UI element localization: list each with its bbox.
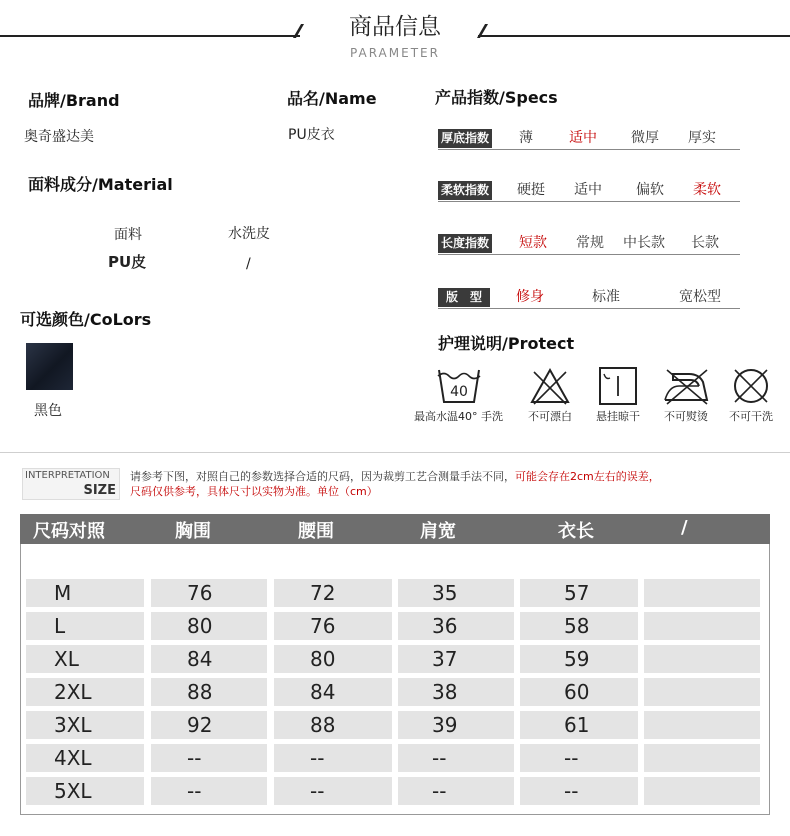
care-item-hang-dry xyxy=(583,366,653,424)
interpretation-label: INTERPRETATION xyxy=(25,470,110,481)
size-cell xyxy=(520,645,638,673)
spec-option: 宽松型 xyxy=(679,289,721,305)
size-cell-text: M xyxy=(54,581,72,605)
size-cell xyxy=(398,777,514,805)
size-cell xyxy=(151,579,267,607)
size-cell xyxy=(520,579,638,607)
color-swatch-black xyxy=(26,343,73,390)
no-bleach-icon xyxy=(528,366,572,406)
size-cell-text: 92 xyxy=(187,713,213,737)
no-dry-clean-icon xyxy=(729,366,773,406)
size-cell-text: L xyxy=(54,614,66,638)
size-cell-text: 57 xyxy=(564,581,590,605)
size-note-text: 请参考下图，对照自己的参数选择合适的尺码，因为裁剪工艺合测量手法不同， xyxy=(130,470,515,483)
size-cell-text: 80 xyxy=(310,647,336,671)
spec-tag: 版 型 xyxy=(438,288,490,307)
size-cell xyxy=(644,645,760,673)
size-cell xyxy=(151,744,267,772)
specs-label: 产品指数/Specs xyxy=(435,88,558,107)
size-cell xyxy=(520,612,638,640)
size-cell-text: 58 xyxy=(564,614,590,638)
size-cell-text: 80 xyxy=(187,614,213,638)
size-cell-text: -- xyxy=(432,779,447,803)
protect-label: 护理说明/Protect xyxy=(438,334,575,353)
size-cell-text: 35 xyxy=(432,581,458,605)
name-value: PU皮衣 xyxy=(288,127,335,143)
size-cell-text: 76 xyxy=(187,581,213,605)
spec-option: 偏软 xyxy=(636,182,664,198)
size-cell xyxy=(644,744,760,772)
size-cell xyxy=(274,678,392,706)
wash-40-icon xyxy=(436,366,482,406)
spec-option: 薄 xyxy=(519,130,533,146)
size-cell xyxy=(151,645,267,673)
size-cell xyxy=(398,744,514,772)
care-label: 最高水温40° 手洗 xyxy=(414,410,503,423)
size-cell-text: 2XL xyxy=(54,680,92,704)
size-cell xyxy=(26,612,144,640)
spec-tag: 长度指数 xyxy=(438,234,492,253)
size-cell-text: 36 xyxy=(432,614,458,638)
page-title: 商品信息 xyxy=(349,14,441,40)
spec-option: 适中 xyxy=(574,182,602,198)
size-label: SIZE xyxy=(83,483,116,498)
fabric-value: PU皮 xyxy=(108,253,147,271)
brand-label: 品牌/Brand xyxy=(28,91,120,110)
spec-option-selected: 适中 xyxy=(569,130,597,146)
size-cell-text: 39 xyxy=(432,713,458,737)
size-cell xyxy=(151,612,267,640)
size-cell xyxy=(274,744,392,772)
size-cell-text: XL xyxy=(54,647,79,671)
interpretation-size-badge xyxy=(22,468,120,500)
section-divider xyxy=(0,452,790,453)
spec-row-length xyxy=(438,234,740,255)
size-cell xyxy=(26,678,144,706)
spec-option: 微厚 xyxy=(631,130,659,146)
care-label: 悬挂晾干 xyxy=(596,410,640,423)
size-cell xyxy=(26,579,144,607)
size-cell-text: 4XL xyxy=(54,746,92,770)
brand-value: 奥奇盛达美 xyxy=(24,129,94,145)
size-cell xyxy=(26,777,144,805)
size-cell xyxy=(644,711,760,739)
size-cell-text: 72 xyxy=(310,581,336,605)
size-cell xyxy=(398,678,514,706)
size-cell-text: 59 xyxy=(564,647,590,671)
size-header-chest: 胸围 xyxy=(175,521,211,542)
spec-tag: 厚底指数 xyxy=(438,129,492,148)
size-header-label: 尺码对照 xyxy=(33,521,105,542)
size-cell xyxy=(644,579,760,607)
spec-option: 硬挺 xyxy=(517,182,545,198)
size-cell xyxy=(26,711,144,739)
spec-option: 厚实 xyxy=(688,130,716,146)
size-cell xyxy=(274,711,392,739)
size-cell xyxy=(398,612,514,640)
size-note-line1 xyxy=(130,468,660,484)
size-cell xyxy=(398,645,514,673)
care-item-wash xyxy=(414,366,503,424)
spec-row-fit xyxy=(438,288,740,309)
size-cell xyxy=(26,645,144,673)
size-cell-text: -- xyxy=(187,779,202,803)
size-cell-text: 84 xyxy=(187,647,213,671)
spec-option: 常规 xyxy=(576,235,604,251)
size-cell xyxy=(151,678,267,706)
size-cell-text: 60 xyxy=(564,680,590,704)
care-label: 不可漂白 xyxy=(528,410,572,423)
size-cell-text: -- xyxy=(432,746,447,770)
size-cell-text: -- xyxy=(310,779,325,803)
size-note-warning: 可能会存在2cm左右的误差， xyxy=(515,470,660,483)
care-item-no-dry-clean xyxy=(716,366,786,424)
size-cell xyxy=(26,744,144,772)
spec-option: 长款 xyxy=(691,235,719,251)
spec-row-softness xyxy=(438,181,740,202)
colors-label: 可选颜色/CoLors xyxy=(20,310,152,329)
size-cell-text: 5XL xyxy=(54,779,92,803)
care-item-no-iron xyxy=(651,366,721,424)
size-cell xyxy=(274,612,392,640)
size-cell-text: 88 xyxy=(187,680,213,704)
size-header-extra: / xyxy=(681,517,688,538)
size-cell xyxy=(274,777,392,805)
spec-row-thickness xyxy=(438,129,740,150)
size-note-line2: 尺码仅供参考，具体尺寸以实物为准。单位（cm） xyxy=(130,485,378,498)
size-table-header xyxy=(20,514,770,544)
spec-option-selected: 修身 xyxy=(516,289,544,305)
care-label: 不可熨烫 xyxy=(664,410,708,423)
size-cell-text: 61 xyxy=(564,713,590,737)
size-cell xyxy=(151,777,267,805)
size-cell-text: -- xyxy=(564,779,579,803)
size-cell xyxy=(274,579,392,607)
size-cell xyxy=(644,678,760,706)
spec-option-selected: 短款 xyxy=(519,235,547,251)
size-cell-text: 76 xyxy=(310,614,336,638)
size-cell-text: 84 xyxy=(310,680,336,704)
name-label: 品名/Name xyxy=(287,89,377,108)
no-iron-icon xyxy=(659,366,713,406)
wash-value: / xyxy=(246,256,251,272)
size-cell xyxy=(520,678,638,706)
size-header-shoulder: 肩宽 xyxy=(420,521,456,542)
size-cell-text: 3XL xyxy=(54,713,92,737)
size-cell-text: 38 xyxy=(432,680,458,704)
color-name-black: 黑色 xyxy=(34,403,62,419)
spec-option: 中长款 xyxy=(623,235,665,251)
spec-option: 标准 xyxy=(592,289,620,305)
hang-dry-icon xyxy=(596,366,640,406)
size-cell xyxy=(274,645,392,673)
size-cell xyxy=(151,711,267,739)
care-label: 不可干洗 xyxy=(729,410,773,423)
fabric-label: 面料 xyxy=(114,227,142,243)
spec-tag: 柔软指数 xyxy=(438,181,492,200)
size-cell xyxy=(398,711,514,739)
size-cell-text: 88 xyxy=(310,713,336,737)
wash-label: 水洗皮 xyxy=(228,226,270,242)
care-item-no-bleach xyxy=(515,366,585,424)
size-cell-text: -- xyxy=(310,746,325,770)
material-label: 面料成分/Material xyxy=(28,175,173,194)
size-cell xyxy=(644,777,760,805)
size-header-waist: 腰围 xyxy=(298,521,334,542)
page-subtitle: PARAMETER xyxy=(350,46,440,60)
size-cell xyxy=(644,612,760,640)
size-cell-text: -- xyxy=(187,746,202,770)
size-cell-text: 37 xyxy=(432,647,458,671)
size-header-length: 衣长 xyxy=(558,521,594,542)
size-cell xyxy=(520,744,638,772)
spec-option-selected: 柔软 xyxy=(693,182,721,198)
size-cell-text: -- xyxy=(564,746,579,770)
size-cell xyxy=(520,711,638,739)
size-cell xyxy=(398,579,514,607)
wash-temp: 40 xyxy=(450,384,468,400)
size-cell xyxy=(520,777,638,805)
